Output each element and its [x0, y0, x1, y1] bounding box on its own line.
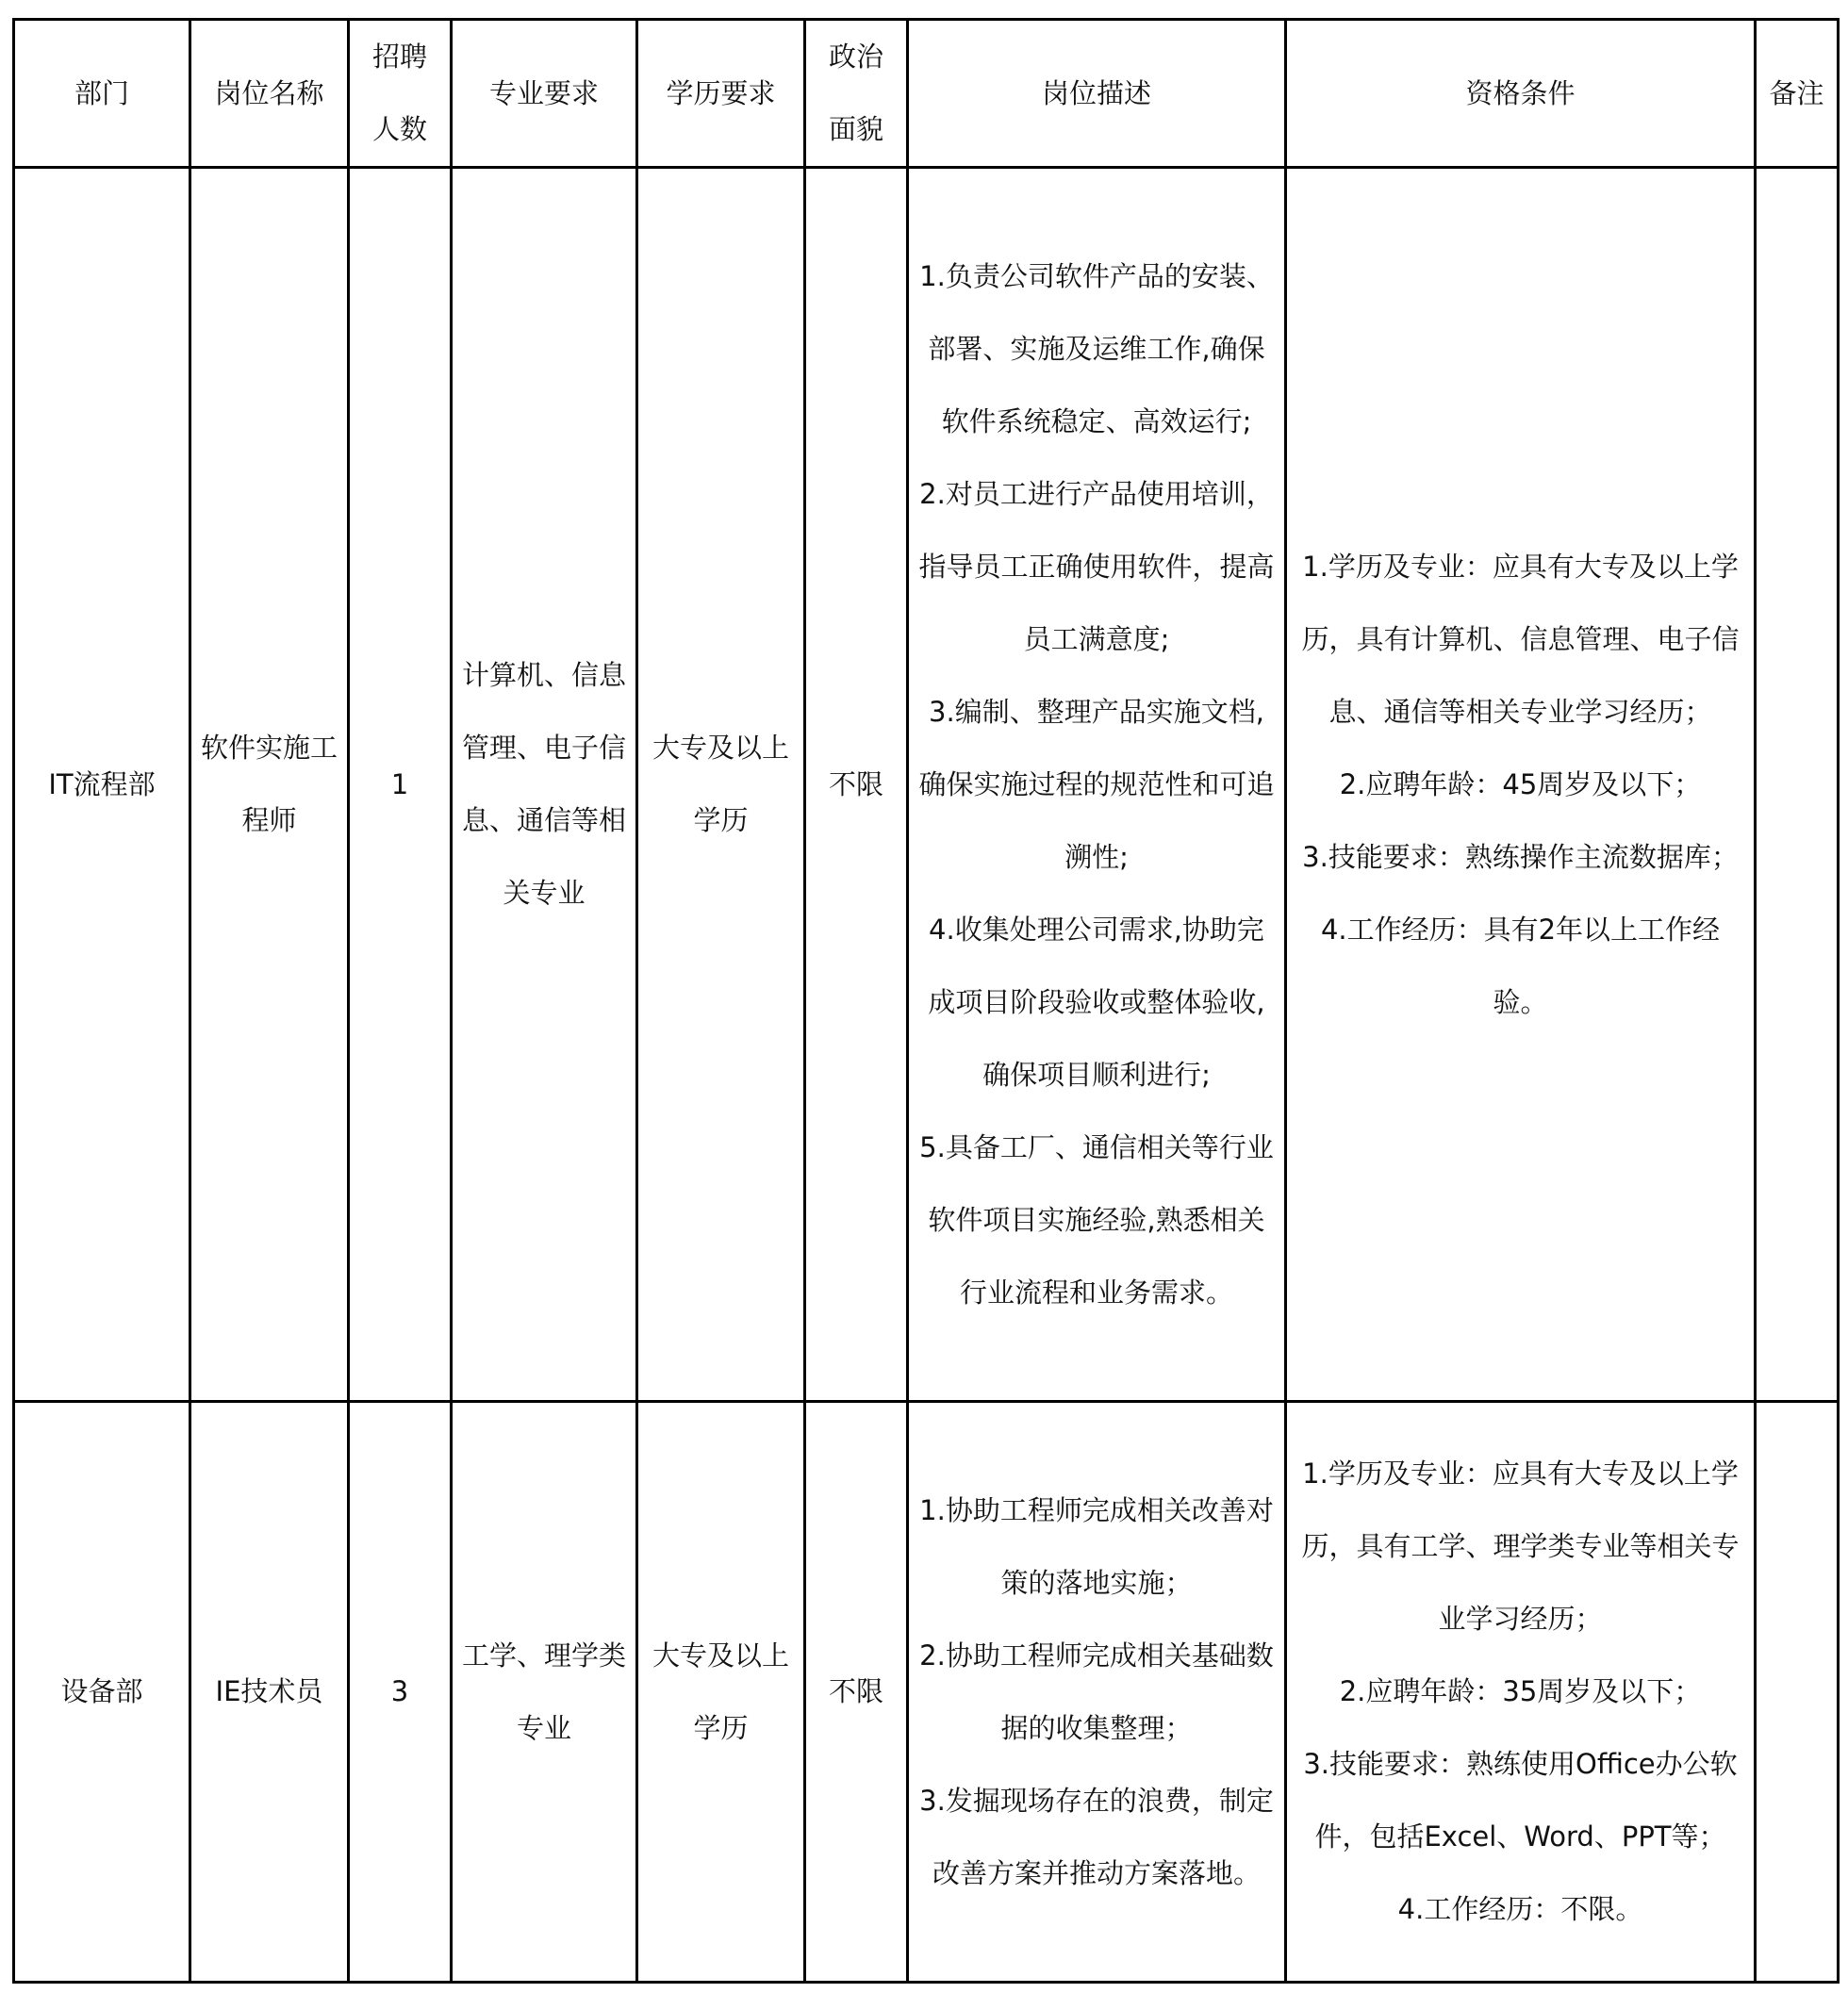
qualification-item: 3.技能要求：熟练使用Office办公软件，包括Excel、Word、PPT等； — [1303, 1748, 1738, 1853]
cell-description — [908, 1402, 1286, 1983]
qualification-item: 2.应聘年龄：45周岁及以下； — [1339, 767, 1702, 800]
description-item: 1.协助工程师完成相关改善对策的落地实施； — [919, 1493, 1274, 1599]
table-header-row — [14, 20, 1839, 168]
table-row — [14, 1402, 1839, 1983]
table-row — [14, 168, 1839, 1402]
cell-political: 不限 — [805, 1402, 908, 1983]
description-item: 2.对员工进行产品使用培训，指导员工正确使用软件，提高员工满意度; — [918, 477, 1275, 655]
qualification-item: 1.学历及专业：应具有大专及以上学历，具有工学、理学类专业等相关专业学习经历； — [1301, 1458, 1740, 1635]
cell-qualifications — [1286, 1402, 1756, 1983]
header-position: 岗位名称 — [190, 20, 349, 168]
cell-major: 计算机、信息管理、电子信息、通信等相关专业 — [452, 168, 637, 1402]
header-education: 学历要求 — [637, 20, 805, 168]
qualification-item: 4.工作经历：具有2年以上工作经验。 — [1320, 913, 1721, 1018]
qualification-item: 1.学历及专业：应具有大专及以上学历，具有计算机、信息管理、电子信息、通信等相关专业学习经历； — [1301, 550, 1740, 728]
description-item: 4.收集处理公司需求,协助完成项目阶段验收或整体验收,确保项目顺利进行; — [928, 913, 1265, 1091]
description-item: 1.负责公司软件产品的安装、部署、实施及运维工作,确保软件系统稳定、高效运行; — [919, 259, 1274, 437]
header-description: 岗位描述 — [908, 20, 1286, 168]
header-headcount: 招聘人数 — [349, 20, 452, 168]
cell-department: 设备部 — [14, 1402, 190, 1983]
cell-major: 工学、理学类专业 — [452, 1402, 637, 1983]
cell-position: IE技术员 — [190, 1402, 349, 1983]
header-department: 部门 — [14, 20, 190, 168]
cell-headcount: 3 — [349, 1402, 452, 1983]
qualification-item: 3.技能要求：熟练操作主流数据库； — [1302, 840, 1739, 873]
cell-education: 大专及以上学历 — [637, 1402, 805, 1983]
cell-position: 软件实施工程师 — [190, 168, 349, 1402]
header-major: 专业要求 — [452, 20, 637, 168]
job-posting-table — [12, 18, 1840, 1984]
header-political: 政治面貌 — [805, 20, 908, 168]
description-item: 5.具备工厂、通信相关等行业软件项目实施经验,熟悉相关行业流程和业务需求。 — [919, 1130, 1274, 1309]
cell-headcount: 1 — [349, 168, 452, 1402]
header-remarks: 备注 — [1756, 20, 1839, 168]
description-item: 3.编制、整理产品实施文档,确保实施过程的规范性和可追溯性; — [918, 695, 1275, 873]
header-qualifications: 资格条件 — [1286, 20, 1756, 168]
description-item: 2.协助工程师完成相关基础数据的收集整理； — [919, 1639, 1274, 1744]
cell-education: 大专及以上学历 — [637, 168, 805, 1402]
cell-remarks — [1756, 168, 1839, 1402]
qualification-item: 2.应聘年龄：35周岁及以下； — [1339, 1675, 1702, 1707]
cell-remarks — [1756, 1402, 1839, 1983]
cell-political: 不限 — [805, 168, 908, 1402]
description-item: 3.发掘现场存在的浪费，制定改善方案并推动方案落地。 — [919, 1784, 1274, 1889]
cell-department: IT流程部 — [14, 168, 190, 1402]
cell-description — [908, 168, 1286, 1402]
qualification-item: 4.工作经历：不限。 — [1397, 1893, 1643, 1925]
cell-qualifications — [1286, 168, 1756, 1402]
